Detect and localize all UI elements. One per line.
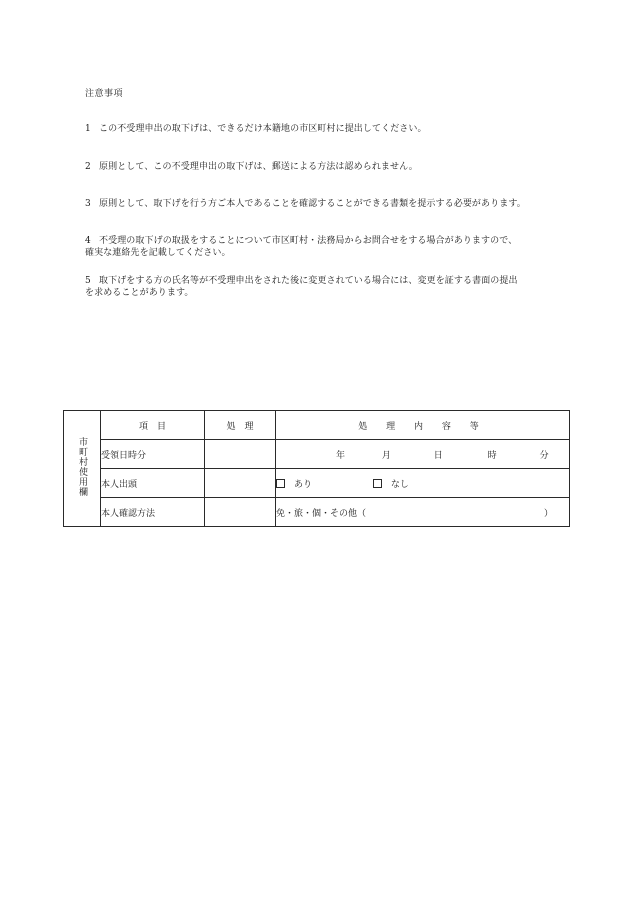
datetime-cell[interactable] xyxy=(276,440,570,469)
note-1 xyxy=(85,124,575,136)
table-header-row xyxy=(64,411,570,440)
note-number: 5 xyxy=(85,276,91,286)
note-number: 3 xyxy=(85,199,91,209)
option-absent[interactable] xyxy=(373,477,409,490)
month-label: 月 xyxy=(381,450,391,461)
table-row xyxy=(64,440,570,469)
year-label: 年 xyxy=(336,450,346,461)
appearance-options-cell xyxy=(276,469,570,498)
hour-label: 時 xyxy=(487,450,497,461)
note-5 xyxy=(85,276,575,299)
process-cell[interactable] xyxy=(205,498,276,527)
note-2 xyxy=(85,162,575,174)
id-method-close: ） xyxy=(543,508,553,519)
header-detail: 処 理 内 容 等 xyxy=(276,411,570,440)
side-label: 市町村使用欄 xyxy=(77,437,87,497)
id-method-options: 免・旅・個・その他（ xyxy=(276,508,367,519)
row-item-receipt-time: 受領日時分 xyxy=(101,440,205,469)
note-text-continued: 確実な連絡先を記載してください。 xyxy=(85,247,231,258)
checkbox-icon[interactable] xyxy=(276,479,285,488)
minute-label: 分 xyxy=(539,450,549,461)
note-text: 不受理の取下げの取扱をすることについて市区町村・法務局からお問合せをする場合がありますので、 xyxy=(99,236,518,246)
note-number: 4 xyxy=(85,236,91,246)
process-cell[interactable] xyxy=(205,469,276,498)
note-text: 原則として、取下げを行う方ご本人であることを確認することができる書類を提示する必要があります。 xyxy=(99,199,526,209)
note-number: 1 xyxy=(85,124,91,134)
note-text: この不受理申出の取下げは、できるだけ本籍地の市区町村に提出してください。 xyxy=(99,124,427,134)
option-present[interactable] xyxy=(276,477,312,490)
note-text: 取下げをする方の氏名等が不受理申出をされた後に変更されている場合には、変更を証する書面の提出 xyxy=(99,276,518,286)
row-item-appearance: 本人出頭 xyxy=(101,469,205,498)
option-label: あり xyxy=(294,479,313,490)
row-item-id-method: 本人確認方法 xyxy=(101,498,205,527)
note-text: 原則として、この不受理申出の取下げは、郵送による方法は認められません。 xyxy=(99,162,418,172)
note-4 xyxy=(85,236,575,259)
note-number: 2 xyxy=(85,162,91,172)
process-cell[interactable] xyxy=(205,440,276,469)
note-3 xyxy=(85,199,575,211)
table-row xyxy=(64,498,570,527)
notes-heading: 注意事項 xyxy=(85,89,124,99)
option-label: なし xyxy=(390,479,409,490)
side-label-cell xyxy=(64,411,101,527)
day-label: 日 xyxy=(433,450,443,461)
header-process: 処 理 xyxy=(205,411,276,440)
note-text-continued: を求めることがあります。 xyxy=(85,287,194,298)
checkbox-icon[interactable] xyxy=(373,479,382,488)
table-row xyxy=(64,469,570,498)
header-item: 項 目 xyxy=(101,411,205,440)
municipal-use-table xyxy=(63,410,570,527)
id-method-cell[interactable] xyxy=(276,498,570,527)
